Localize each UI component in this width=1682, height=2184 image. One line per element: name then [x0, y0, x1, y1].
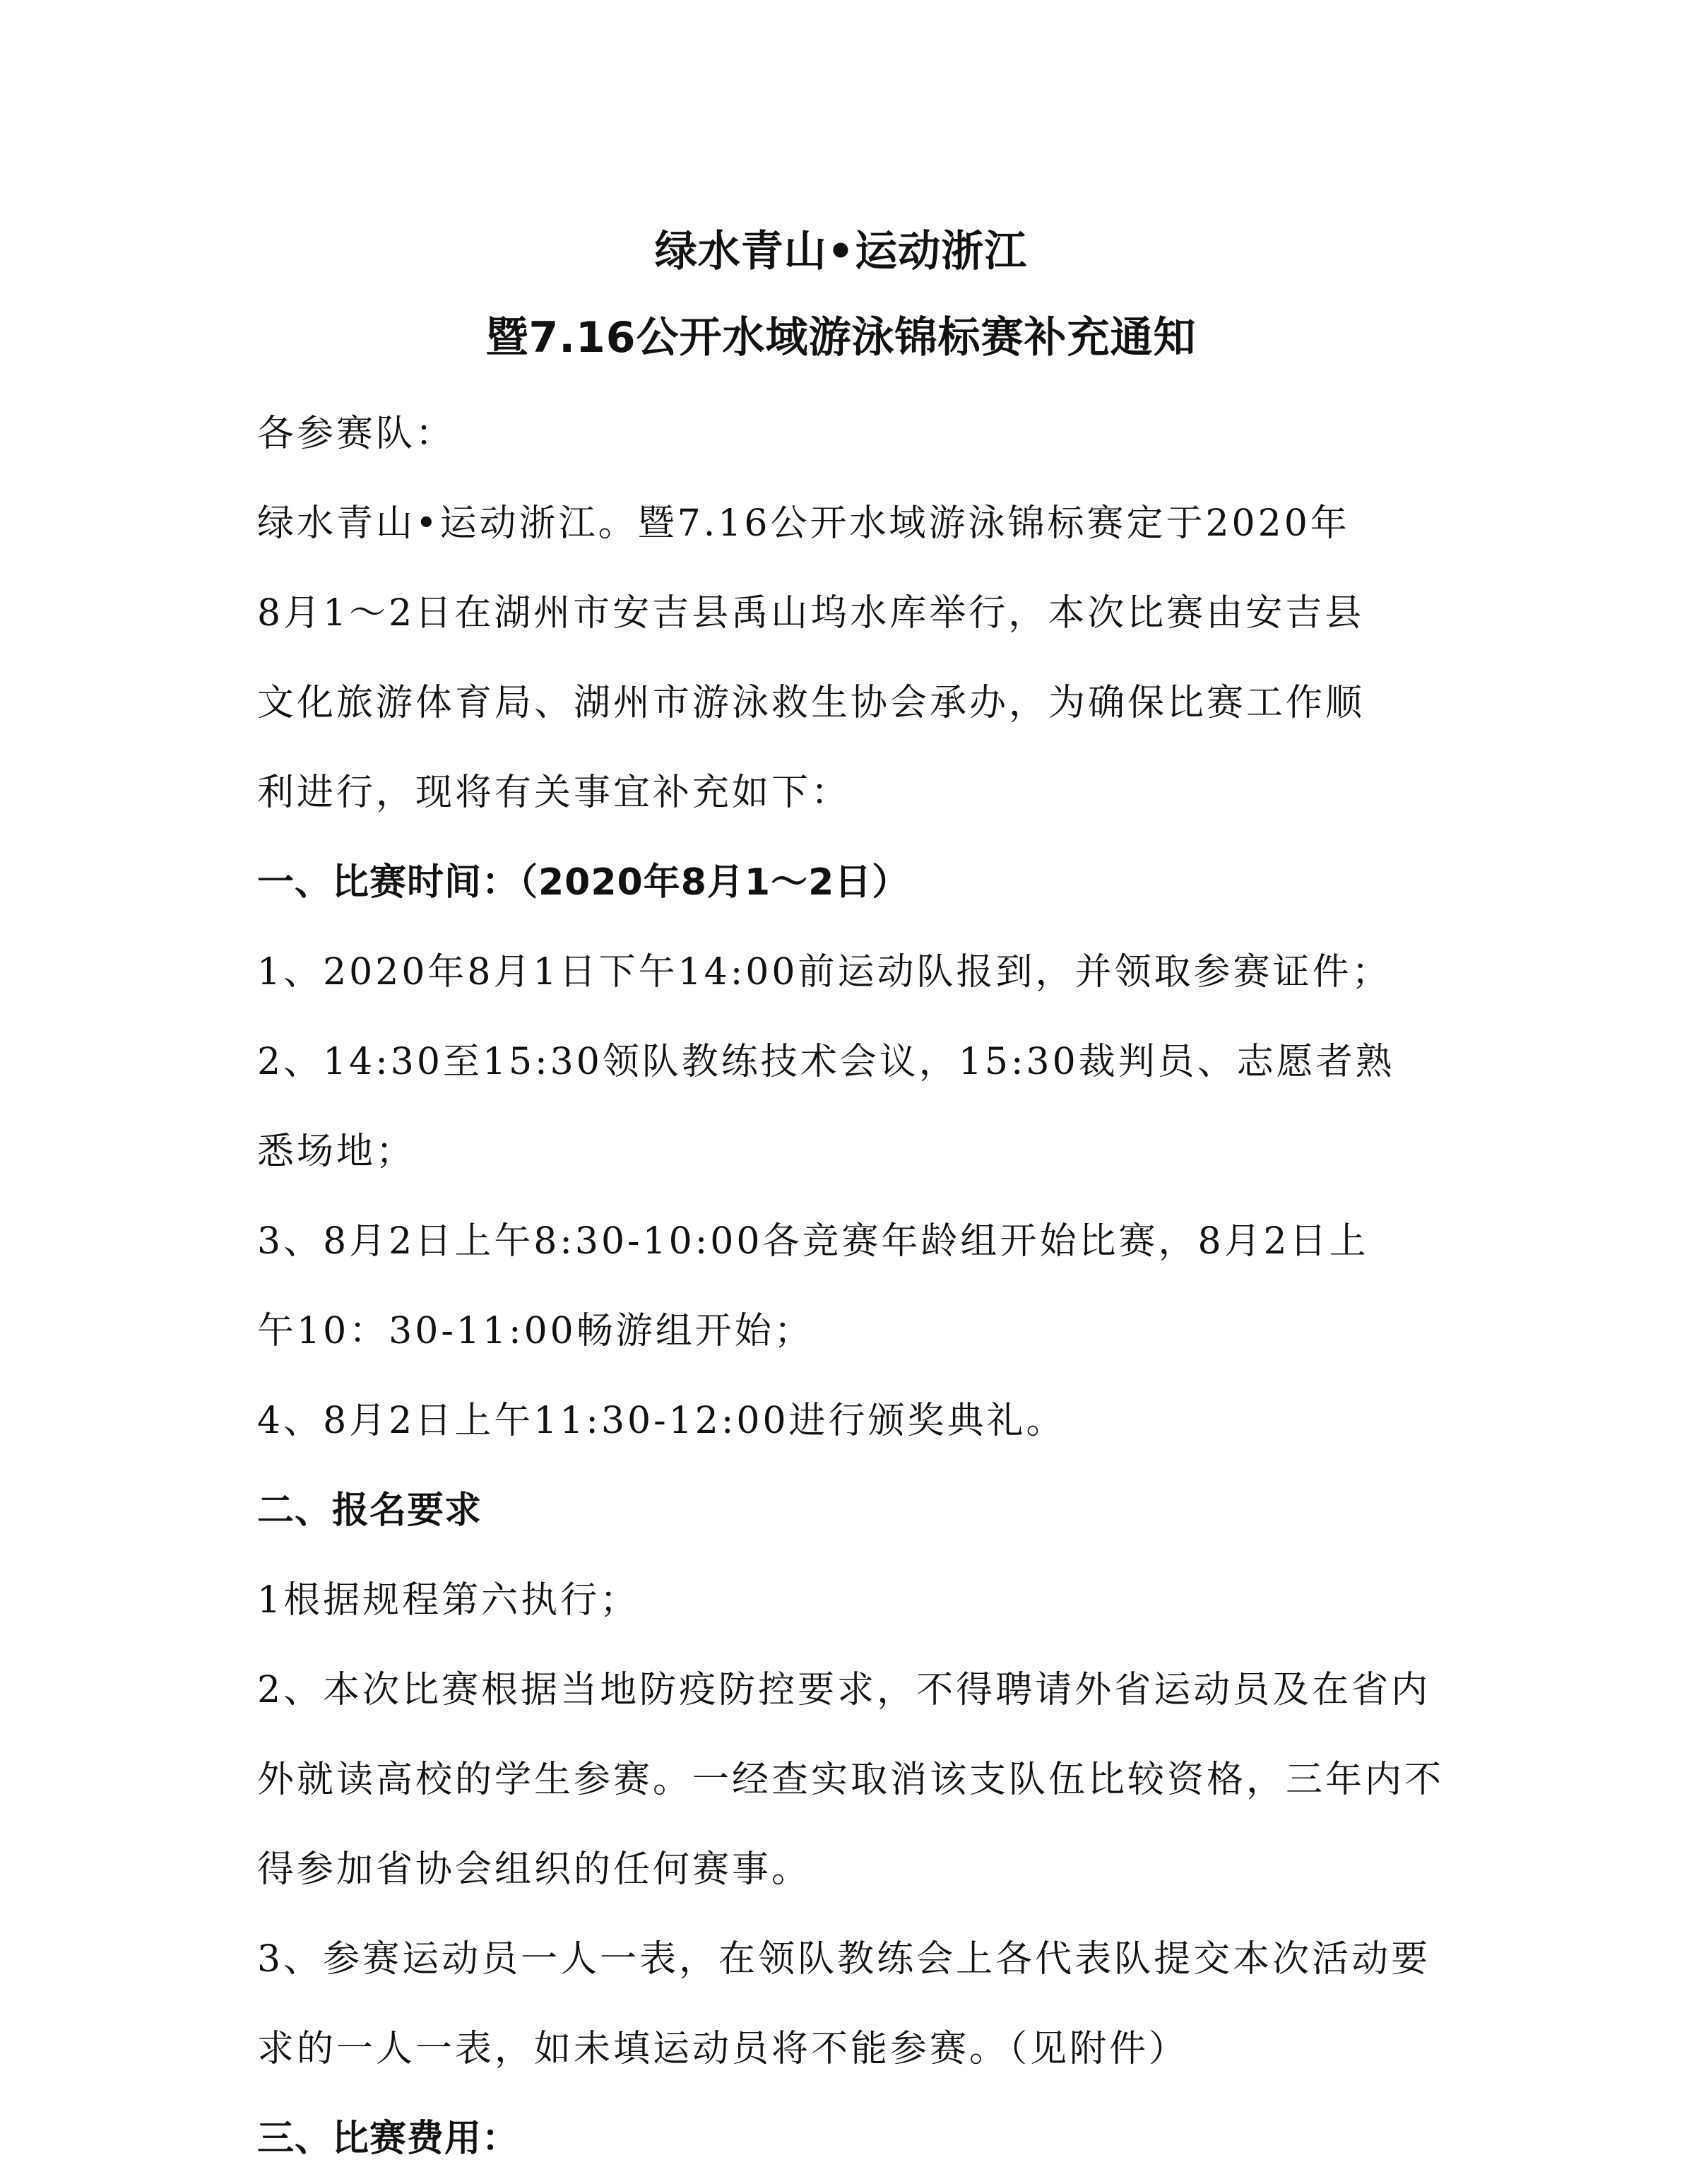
intro-line: 8月1～2日在湖州市安吉县禹山坞水库举行，本次比赛由安吉县 [257, 592, 1365, 634]
section-2-line: 得参加省协会组织的任何赛事。 [257, 1848, 812, 1891]
section-2-line: 外就读高校的学生参赛。一经查实取消该支队伍比较资格，三年内不 [257, 1759, 1445, 1801]
section-2-line: 2、本次比赛根据当地防疫防控要求，不得聘请外省运动员及在省内 [257, 1669, 1431, 1711]
section-2-line: 1根据规程第六执行； [257, 1579, 640, 1622]
section-1-line: 3、8月2日上午8:30-10:00各竞赛年龄组开始比赛，8月2日上 [257, 1220, 1369, 1263]
section-3-heading: 三、比赛费用： [257, 2118, 520, 2160]
document-title-line-1: 绿水青山•运动浙江 [654, 227, 1028, 276]
section-2-line: 求的一人一表，如未填运动员将不能参赛。（见附件） [257, 2028, 1189, 2070]
section-2-line: 3、参赛运动员一人一表，在领队教练会上各代表队提交本次活动要 [257, 1938, 1431, 1981]
intro-line: 利进行，现将有关事宜补充如下： [257, 772, 851, 814]
section-1-line: 1、2020年8月1日下午14:00前运动队报到，并领取参赛证件； [257, 951, 1392, 993]
section-1-line: 4、8月2日上午11:30-12:00进行颁奖典礼。 [257, 1400, 1066, 1442]
section-1-line: 悉场地； [257, 1131, 416, 1173]
document-body [257, 389, 1444, 2184]
section-1-line: 2、14:30至15:30领队教练技术会议，15:30裁判员、志愿者熟 [257, 1041, 1395, 1083]
section-1-line: 午10：30-11:00畅游组开始； [257, 1310, 814, 1352]
document-title-line-2: 暨7.16公开水域游泳锦标赛补充通知 [485, 313, 1197, 362]
salutation: 各参赛队： [257, 413, 456, 455]
intro-line: 文化旅游体育局、湖州市游泳救生协会承办，为确保比赛工作顺 [257, 682, 1366, 724]
section-1-heading: 一、比赛时间：（2020年8月1～2日） [257, 861, 910, 904]
intro-line: 绿水青山•运动浙江。暨7.16公开水域游泳锦标赛定于2020年 [257, 502, 1350, 545]
section-2-heading: 二、报名要求 [257, 1489, 482, 1532]
